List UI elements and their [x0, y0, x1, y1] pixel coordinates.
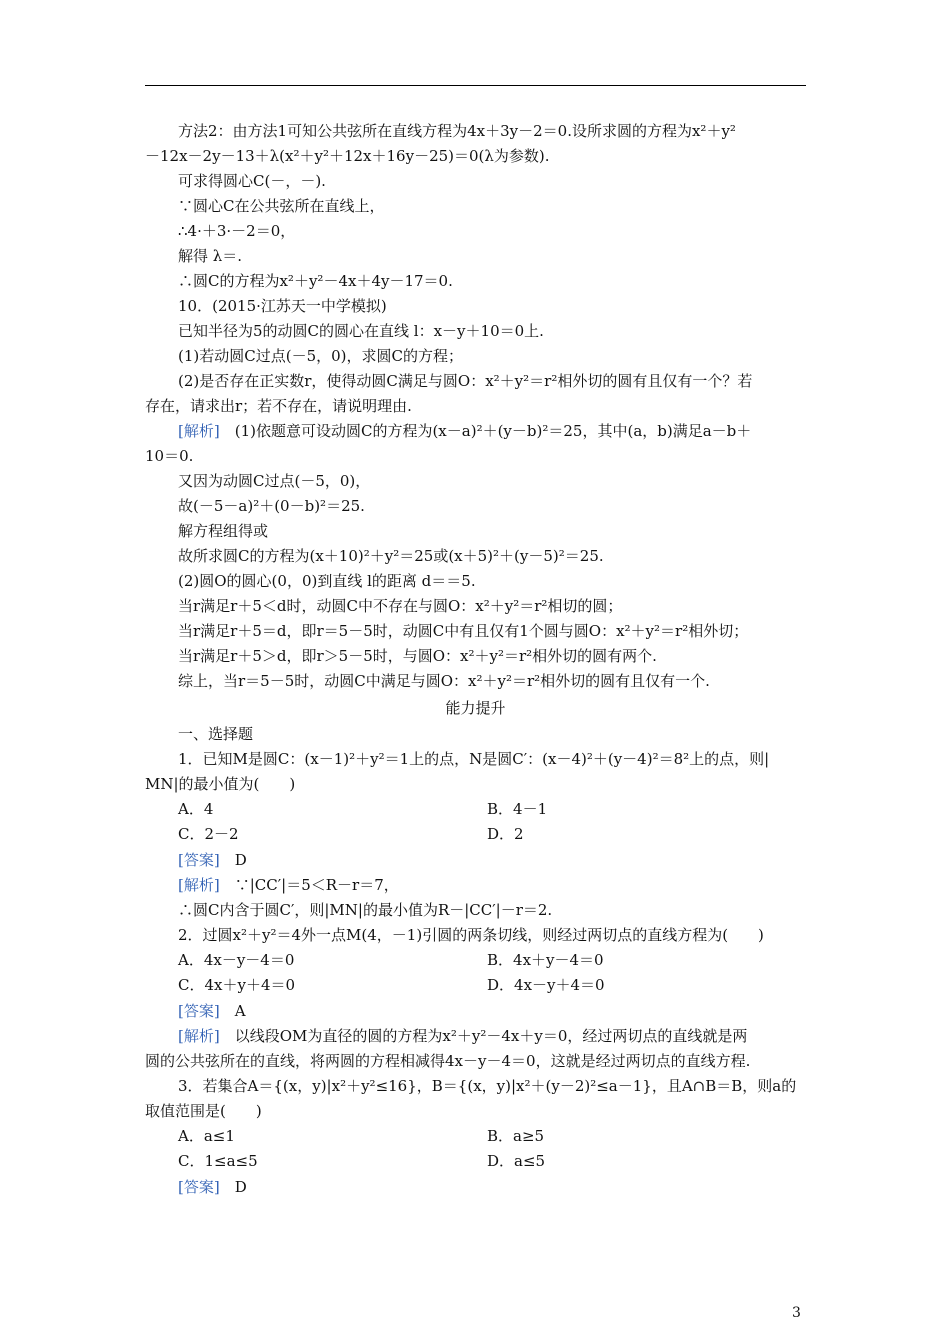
- option-b: B．4－1: [487, 800, 548, 818]
- text-line: 解方程组得或: [178, 522, 269, 540]
- text-line: 可求得圆心C(－，－).: [178, 172, 326, 190]
- question-stem: 2．过圆x²＋y²＝4外一点M(4，－1)引圆的两条切线，则经过两切点的直线方程为( ): [178, 926, 764, 944]
- analysis-text: ∵|CC′|＝5＜R－r＝7，: [234, 876, 399, 894]
- page-number: 3: [792, 1305, 801, 1321]
- analysis-tag: [解析]: [178, 422, 220, 440]
- option-c: C．4x＋y＋4＝0: [178, 976, 296, 994]
- option-d: D．2: [487, 825, 524, 843]
- option-c: C．2－2: [178, 825, 239, 843]
- option-a: A．a≤1: [178, 1127, 235, 1145]
- text-line: (2)是否存在正实数r，使得动圆C满足与圆O：x²＋y²＝r²相外切的圆有且仅有一个？若: [178, 372, 753, 390]
- analysis-line: [178, 421, 751, 441]
- answer-tag: [答案]: [178, 1178, 220, 1196]
- option-a: A．4x－y－4＝0: [178, 951, 295, 969]
- analysis-line: [178, 1026, 747, 1046]
- analysis-tag: [解析]: [178, 876, 220, 894]
- question-stem: 1．已知M是圆C：(x－1)²＋y²＝1上的点，N是圆C′：(x－4)²＋(y－4)²＝8²上的点，则|: [178, 750, 770, 768]
- text-line: 当r满足r＋5＝d，即r＝5－5时，动圆C中有且仅有1个圆与圆O：x²＋y²＝r²相外切；: [178, 622, 749, 640]
- text-line: 故所求圆C的方程为(x＋10)²＋y²＝25或(x＋5)²＋(y－5)²＝25.: [178, 547, 604, 565]
- text-line: 方法2：由方法1可知公共弦所在直线方程为4x＋3y－2＝0.设所求圆的方程为x²＋y²: [178, 122, 736, 140]
- choice-heading: 一、选择题: [178, 725, 254, 743]
- text-line: 综上，当r＝5－5时，动圆C中满足与圆O：x²＋y²＝r²相外切的圆有且仅有一个.: [178, 672, 710, 690]
- text-line: 故(－5－a)²＋(0－b)²＝25.: [178, 497, 365, 515]
- text-line: －12x－2y－13＋λ(x²＋y²＋12x＋16y－25)＝0(λ为参数).: [145, 147, 550, 165]
- text-line: 圆的公共弦所在的直线，将两圆的方程相减得4x－y－4＝0，这就是经过两切点的直线方程.: [145, 1052, 751, 1070]
- analysis-text: (1)依题意可设动圆C的方程为(x－a)²＋(y－b)²＝25，其中(a，b)满足a－b＋: [234, 422, 752, 440]
- text-line: ∵圆心C在公共弦所在直线上，: [178, 197, 385, 215]
- answer-tag: [答案]: [178, 851, 220, 869]
- section-heading: 能力提升: [445, 699, 506, 717]
- question-stem: MN|的最小值为( ): [145, 775, 296, 793]
- text-line: 又因为动圆C过点(－5，0)，: [178, 472, 371, 490]
- answer-line: [178, 1001, 246, 1021]
- option-b: B．a≥5: [487, 1127, 545, 1145]
- answer-line: [178, 850, 247, 870]
- answer-line: [178, 1177, 247, 1197]
- text-line: ∴圆C的方程为x²＋y²－4x＋4y－17＝0.: [178, 272, 453, 290]
- option-c: C．1≤a≤5: [178, 1152, 258, 1170]
- question-stem: 取值范围是( ): [145, 1102, 262, 1120]
- text-line: ∴4·＋3·－2＝0，: [178, 222, 296, 240]
- header-rule: [145, 85, 806, 86]
- text-line: 10＝0.: [145, 447, 194, 465]
- answer-value: D: [234, 851, 247, 869]
- text-line: 当r满足r＋5＞d，即r＞5－5时，与圆O：x²＋y²＝r²相外切的圆有两个.: [178, 647, 657, 665]
- option-d: D．a≤5: [487, 1152, 546, 1170]
- answer-tag: [答案]: [178, 1002, 220, 1020]
- question-stem: 3．若集合A＝{(x，y)|x²＋y²≤16}，B＝{(x，y)|x²＋(y－2)²≤a－1}，且A∩B＝B，则a的: [178, 1077, 797, 1095]
- text-line: (2)圆O的圆心(0，0)到直线 l的距离 d＝＝5.: [178, 572, 476, 590]
- text-line: 存在，请求出r；若不存在，请说明理由.: [145, 397, 412, 415]
- option-d: D．4x－y＋4＝0: [487, 976, 605, 994]
- text-line: 已知半径为5的动圆C的圆心在直线 l：x－y＋10＝0上.: [178, 322, 544, 340]
- text-line: (1)若动圆C过点(－5，0)，求圆C的方程；: [178, 347, 463, 365]
- option-b: B．4x＋y－4＝0: [487, 951, 604, 969]
- option-a: A．4: [178, 800, 214, 818]
- answer-value: A: [234, 1002, 246, 1020]
- text-line: 当r满足r＋5＜d时，动圆C中不存在与圆O：x²＋y²＝r²相切的圆；: [178, 597, 623, 615]
- analysis-text: 以线段OM为直径的圆的方程为x²＋y²－4x＋y＝0，经过两切点的直线就是两: [234, 1027, 748, 1045]
- problem-number: 10．(2015·江苏天一中学模拟): [178, 297, 387, 315]
- text-line: ∴圆C内含于圆C′，则|MN|的最小值为R－|CC′|－r＝2.: [178, 901, 553, 919]
- analysis-line: [178, 875, 399, 895]
- answer-value: D: [234, 1178, 247, 1196]
- text-line: 解得 λ＝.: [178, 247, 243, 265]
- analysis-tag: [解析]: [178, 1027, 220, 1045]
